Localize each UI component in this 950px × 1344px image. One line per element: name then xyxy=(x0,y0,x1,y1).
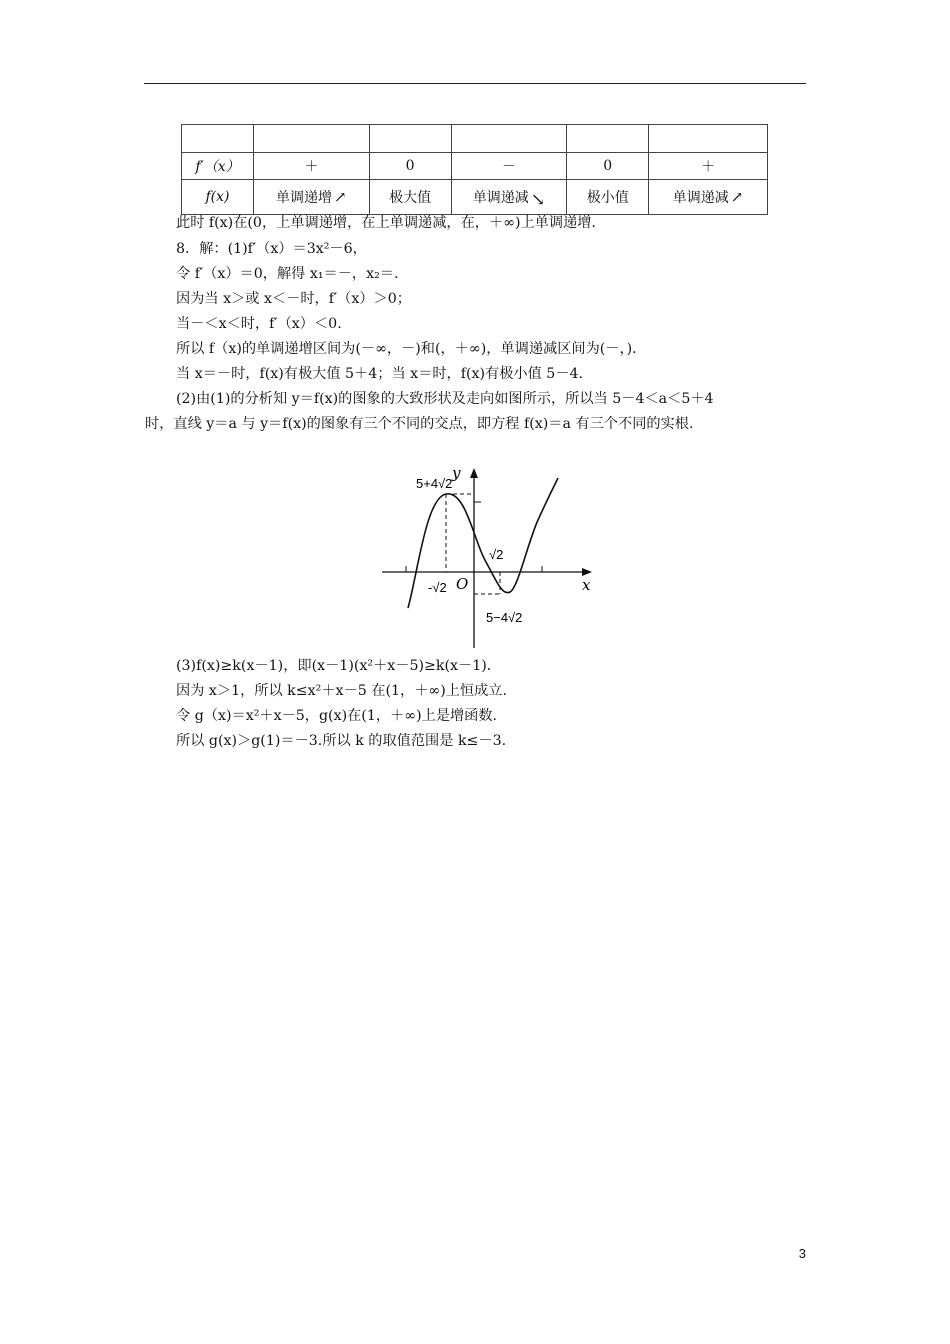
text-line: 时，直线 y＝a 与 y＝f(x)的图象有三个不同的交点，即方程 f(x)＝a 有三个不同的实根. xyxy=(145,416,694,432)
table-cell xyxy=(451,125,567,153)
table-row-f xyxy=(182,180,768,215)
table-cell: 0 xyxy=(567,153,649,180)
page-number: 3 xyxy=(798,1246,806,1261)
row-label-f: f(x) xyxy=(182,180,254,215)
table-cell: ＋ xyxy=(253,153,369,180)
table-cell xyxy=(649,125,768,153)
text-line: 当 x＝－时，f(x)有极大值 5＋4；当 x＝时，f(x)有极小值 5－4. xyxy=(176,366,584,382)
origin-label: O xyxy=(456,575,469,593)
table-cell: 0 xyxy=(369,153,451,180)
table-cell xyxy=(649,180,768,215)
pos-root-label: √2 xyxy=(489,547,504,562)
text-line: 因为当 x＞或 x＜－时，f′（x）＞0； xyxy=(176,291,411,307)
text-line: 此时 f(x)在(0，上单调递增，在上单调递减，在，＋∞)上单调递增. xyxy=(176,215,596,231)
table-cell xyxy=(182,125,254,153)
function-graph xyxy=(378,462,614,650)
text-line: 所以 f（x)的单调递增区间为(－∞，－)和(，＋∞)，单调递减区间为(－，)． xyxy=(176,341,647,357)
min-value-label: 5−4√2 xyxy=(486,610,523,625)
cell-text: 极大值 xyxy=(389,190,432,206)
table-cell xyxy=(567,180,649,215)
text-line: 令 f′（x）＝0，解得 x₁＝－，x₂＝. xyxy=(176,266,399,282)
arrow-up-right-icon: ↗ xyxy=(730,188,744,206)
text-line: 当－＜x＜时，f′（x）＜0. xyxy=(176,316,342,332)
sign-table xyxy=(181,124,768,215)
table-cell xyxy=(253,125,369,153)
table-row-fprime xyxy=(182,153,768,180)
header-rule xyxy=(144,83,806,84)
arrow-down-right-icon: ↘ xyxy=(530,190,546,210)
text-line: (3)f(x)≥k(x－1)，即(x－1)(x²＋x－5)≥k(x－1)． xyxy=(176,658,501,674)
y-axis-label: y xyxy=(452,464,461,482)
text-line: 所以 g(x)＞g(1)＝－3.所以 k 的取值范围是 k≤－3. xyxy=(176,733,507,749)
neg-root-label: -√2 xyxy=(428,580,447,595)
cell-text: 极小值 xyxy=(586,190,629,206)
table-cell xyxy=(567,125,649,153)
text-line: 令 g（x)＝x²＋x－5，g(x)在(1，＋∞)上是增函数. xyxy=(176,708,498,724)
table-cell xyxy=(369,180,451,215)
x-axis-label: x xyxy=(582,576,591,594)
table-cell: ＋ xyxy=(649,153,768,180)
max-value-label: 5+4√2 xyxy=(416,476,453,491)
row-label-fprime: f′（x） xyxy=(182,153,254,180)
arrow-up-right-icon: ↗ xyxy=(334,188,347,206)
text-line: 因为 x＞1，所以 k≤x²＋x－5 在(1，＋∞)上恒成立. xyxy=(176,683,507,699)
table-cell: － xyxy=(451,153,567,180)
text-line: (2)由(1)的分析知 y＝f(x)的图象的大致形状及走向如图所示，所以当 5－4＜a＜5＋4 xyxy=(176,391,714,407)
table-cell xyxy=(253,180,369,215)
cell-text: 单调递增 xyxy=(276,190,333,206)
cell-text: 单调递减 xyxy=(672,190,729,206)
cell-text: 单调递减 xyxy=(472,190,529,206)
table-cell xyxy=(451,180,567,215)
text-line: 8．解：(1)f′（x）＝3x²－6， xyxy=(176,241,367,257)
table-header-row xyxy=(182,125,768,153)
table-cell xyxy=(369,125,451,153)
